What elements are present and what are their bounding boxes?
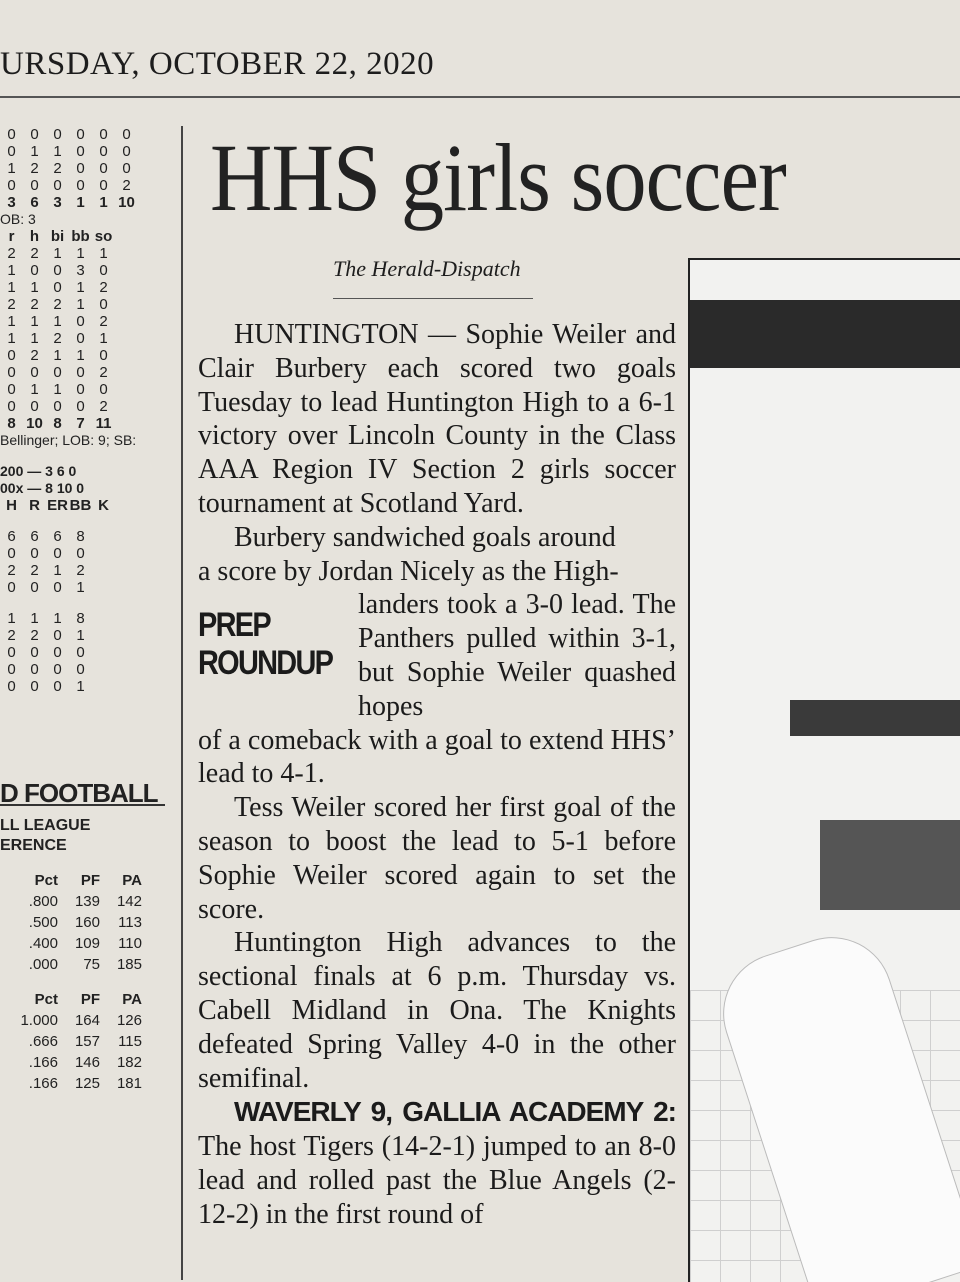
- standings-row: [0, 933, 165, 954]
- stat-cell: 1: [53, 245, 62, 262]
- paragraph-1: HUNTINGTON — Sophie Weiler and Clair Burbery each scored two goals Tuesday to lead Huntington High to a 6-1 victory over Lincoln County in the Class AAA Region IV Section 2 girls soccer tournament at Scotland Yard.: [198, 319, 676, 519]
- standings-cell: 113: [118, 914, 142, 931]
- stat-row: [0, 497, 165, 514]
- stat-cell: 1: [76, 194, 85, 211]
- standings-cell: 185: [116, 956, 142, 973]
- stat-cell: 8: [76, 528, 85, 545]
- standings-cell: PF: [80, 991, 100, 1008]
- stat-cell: 1: [53, 143, 62, 160]
- stat-cell: 0: [30, 177, 39, 194]
- stat-cell: r: [8, 228, 15, 245]
- stat-cell: 0: [7, 381, 16, 398]
- stat-cell: 1: [76, 296, 85, 313]
- stat-cell: R: [29, 497, 40, 514]
- stat-cell: 1: [30, 279, 39, 296]
- stat-cell: 1: [76, 245, 85, 262]
- stat-cell: 2: [76, 562, 85, 579]
- stat-row: [0, 296, 165, 313]
- stat-cell: 2: [7, 627, 16, 644]
- stat-cell: 1: [30, 330, 39, 347]
- stat-cell: 1: [99, 194, 108, 211]
- stat-row: [0, 143, 165, 160]
- stat-cell: 0: [30, 545, 39, 562]
- stat-cell: 0: [30, 262, 39, 279]
- stat-cell: 0: [7, 644, 16, 661]
- paragraph-2d: of a comeback with a goal to extend HHS’ lead to 4-1.: [198, 724, 676, 790]
- stat-cell: 0: [99, 143, 108, 160]
- standings-cell: 139: [74, 893, 100, 910]
- stat-cell: 0: [53, 661, 62, 678]
- standings-cell: .500: [28, 914, 58, 931]
- standings-cell: .400: [28, 935, 58, 952]
- stat-cell: 2: [99, 398, 108, 415]
- dateline: URSDAY, OCTOBER 22, 2020: [0, 46, 435, 82]
- roundup-block: [198, 588, 676, 723]
- stat-row: [0, 545, 165, 562]
- standings-cell: .666: [28, 1033, 58, 1050]
- stat-cell: 1: [7, 262, 16, 279]
- stat-row: [0, 627, 165, 644]
- game-kicker: WAVERLY 9, GALLIA ACADEMY 2:: [234, 1096, 676, 1128]
- stat-row: [0, 228, 165, 245]
- stat-cell: 0: [53, 126, 62, 143]
- byline-rule: [333, 298, 533, 299]
- stat-cell: 0: [30, 661, 39, 678]
- stat-cell: 0: [122, 143, 131, 160]
- standings-row: [0, 954, 165, 975]
- standings-cell: Pct: [34, 991, 58, 1008]
- stat-cell: 1: [53, 610, 62, 627]
- football-conference: ERENCE: [0, 837, 67, 854]
- paragraph-2a: Burbery sandwiched goals around: [234, 521, 616, 553]
- stat-cell: 0: [53, 545, 62, 562]
- stat-cell: 1: [76, 579, 85, 596]
- stat-cell: 2: [53, 296, 62, 313]
- stat-row: [0, 160, 165, 177]
- stat-cell: 0: [53, 364, 62, 381]
- stat-cell: 2: [122, 177, 131, 194]
- stat-row: [0, 398, 165, 415]
- byline: The Herald-Dispatch: [333, 256, 521, 281]
- stat-cell: 11: [95, 415, 112, 432]
- stat-cell: 3: [76, 262, 85, 279]
- stat-cell: 1: [53, 313, 62, 330]
- stat-cell: 2: [99, 313, 108, 330]
- box-score-column: [0, 126, 165, 1094]
- stat-cell: 8: [53, 415, 62, 432]
- stat-cell: 0: [53, 177, 62, 194]
- standings-cell: .166: [28, 1054, 58, 1071]
- stat-cell: 0: [30, 364, 39, 381]
- stat-cell: 0: [30, 678, 39, 695]
- stat-cell: 8: [7, 415, 16, 432]
- stat-cell: 0: [76, 313, 85, 330]
- stat-cell: 2: [30, 245, 39, 262]
- standings-cell: 110: [118, 935, 142, 952]
- stat-cell: 1: [7, 160, 16, 177]
- football-title: D FOOTBALL: [0, 785, 165, 806]
- volleyball-photo: [688, 258, 960, 1282]
- standings-cell: 160: [74, 914, 100, 931]
- standings-cell: 142: [116, 893, 142, 910]
- stat-cell: 0: [53, 279, 62, 296]
- stat-cell: 1: [76, 678, 85, 695]
- standings-cell: 181: [116, 1075, 142, 1092]
- stat-cell: 0: [7, 177, 16, 194]
- stat-row: [0, 330, 165, 347]
- standings-cell: 146: [74, 1054, 100, 1071]
- standings-cell: 182: [116, 1054, 142, 1071]
- stat-cell: 1: [99, 245, 108, 262]
- stat-row: [0, 279, 165, 296]
- stat-cell: h: [29, 228, 40, 245]
- football-league: LL LEAGUE: [0, 817, 91, 834]
- stat-cell: BB: [69, 497, 92, 514]
- stat-cell: 1: [30, 313, 39, 330]
- stat-cell: 6: [7, 528, 16, 545]
- stat-cell: 0: [53, 644, 62, 661]
- standings-cell: 75: [83, 956, 100, 973]
- standings-row: [0, 912, 165, 933]
- paragraph-4: Huntington High advances to the sectional finals at 6 p.m. Thursday vs. Cabell Midland in Ona. The Knights defeated Spring Valley 4-0 in the other semifinal.: [198, 927, 676, 1094]
- photo-wall-panel: [820, 820, 960, 910]
- stat-cell: 10: [26, 415, 43, 432]
- stat-cell: 6: [30, 194, 39, 211]
- stat-row: [0, 262, 165, 279]
- stat-cell: 0: [30, 579, 39, 596]
- standings-cell: 126: [116, 1012, 142, 1029]
- standings-row: [0, 1031, 165, 1052]
- standings-cell: PF: [80, 872, 100, 889]
- stat-cell: 0: [76, 330, 85, 347]
- paragraph-5: [198, 1095, 676, 1231]
- stat-cell: 2: [30, 296, 39, 313]
- stat-cell: 0: [122, 126, 131, 143]
- stat-row: [0, 347, 165, 364]
- standings-cell: .800: [28, 893, 58, 910]
- stat-cell: 1: [7, 330, 16, 347]
- stat-cell: 1: [53, 381, 62, 398]
- stat-cell: 0: [7, 398, 16, 415]
- stat-cell: 2: [7, 245, 16, 262]
- stat-cell: 1: [7, 610, 16, 627]
- photo-scoreboard: [790, 700, 960, 736]
- stat-cell: 1: [76, 347, 85, 364]
- photo-dark-band: [690, 300, 960, 368]
- stat-cell: 2: [99, 279, 108, 296]
- stat-cell: 2: [7, 296, 16, 313]
- stat-row: [0, 177, 165, 194]
- score-line: 00x — 8 10 0: [0, 480, 85, 496]
- stat-cell: 0: [76, 143, 85, 160]
- stat-cell: 0: [99, 296, 108, 313]
- stat-row: [0, 194, 165, 211]
- stat-cell: 0: [7, 143, 16, 160]
- stat-row: [0, 562, 165, 579]
- stat-cell: 0: [30, 398, 39, 415]
- stat-row: [0, 644, 165, 661]
- paragraph-3: Tess Weiler scored her first goal of the season to boost the lead to 5-1 before Sophie Weiler scored again to set the score.: [198, 792, 676, 925]
- stat-cell: 0: [7, 678, 16, 695]
- standings-cell: 1.000: [20, 1012, 58, 1029]
- paragraph-5-text: The host Tigers (14-2-1) jumped to an 8-0 lead and rolled past the Blue Angels (2-12-2) in the first round of: [198, 1131, 676, 1230]
- standings-cell: PA: [122, 991, 142, 1008]
- standings-cell: Pct: [34, 872, 58, 889]
- stat-cell: 0: [76, 644, 85, 661]
- stat-cell: 0: [7, 661, 16, 678]
- stat-cell: 3: [53, 194, 62, 211]
- stat-cell: 2: [30, 160, 39, 177]
- stat-cell: bi: [50, 228, 65, 245]
- column-divider: [181, 126, 183, 1280]
- header-rule: [0, 96, 960, 98]
- stat-cell: 8: [76, 610, 85, 627]
- stat-cell: 0: [76, 661, 85, 678]
- stat-cell: 0: [7, 364, 16, 381]
- stat-cell: 0: [7, 126, 16, 143]
- stat-cell: 0: [122, 160, 131, 177]
- stat-cell: so: [94, 228, 113, 245]
- stat-row: [0, 610, 165, 627]
- standings-cell: 109: [74, 935, 100, 952]
- stat-cell: 0: [53, 262, 62, 279]
- stat-cell: 1: [7, 279, 16, 296]
- stat-row: [0, 415, 165, 432]
- stat-cell: 2: [30, 562, 39, 579]
- standings-row: [0, 1010, 165, 1031]
- batting-note: Bellinger; LOB: 9; SB:: [0, 432, 137, 448]
- stat-cell: 2: [53, 160, 62, 177]
- standings-cell: 157: [74, 1033, 100, 1050]
- paragraph-2c: landers took a 3-0 lead. The Panthers pulled within 3-1, but Sophie Weiler quashed hopes: [358, 589, 676, 722]
- stat-cell: 0: [30, 644, 39, 661]
- stat-cell: 1: [30, 143, 39, 160]
- stat-cell: 2: [53, 330, 62, 347]
- stat-cell: 0: [76, 177, 85, 194]
- prep-roundup-label: [198, 588, 334, 723]
- stat-cell: 2: [30, 347, 39, 364]
- standings-row: [0, 1052, 165, 1073]
- stat-cell: 0: [76, 545, 85, 562]
- stat-cell: 0: [76, 126, 85, 143]
- stat-cell: 0: [53, 398, 62, 415]
- stat-cell: 2: [30, 627, 39, 644]
- stat-cell: 0: [76, 398, 85, 415]
- stat-cell: 1: [30, 610, 39, 627]
- standings-cell: 125: [74, 1075, 100, 1092]
- stat-row: [0, 661, 165, 678]
- stat-cell: 1: [76, 627, 85, 644]
- stat-cell: 0: [53, 627, 62, 644]
- score-line: 200 — 3 6 0: [0, 463, 77, 479]
- stat-cell: 0: [76, 364, 85, 381]
- stat-row: [0, 364, 165, 381]
- stat-cell: 2: [99, 364, 108, 381]
- standings-cell: 164: [74, 1012, 100, 1029]
- stat-cell: 0: [7, 545, 16, 562]
- stat-row: [0, 245, 165, 262]
- stat-row: [0, 313, 165, 330]
- stat-cell: 3: [7, 194, 16, 211]
- stat-cell: 0: [99, 160, 108, 177]
- standings-cell: 115: [118, 1033, 142, 1050]
- roundup-line-2: ROUNDUP: [198, 644, 333, 683]
- stat-cell: 0: [7, 347, 16, 364]
- stat-cell: 6: [53, 528, 62, 545]
- stat-cell: 1: [30, 381, 39, 398]
- stat-cell: 0: [53, 579, 62, 596]
- stat-cell: 1: [53, 347, 62, 364]
- stat-cell: 2: [7, 562, 16, 579]
- stat-cell: K: [98, 497, 109, 514]
- standings-row: [0, 989, 165, 1010]
- lob-note: OB: 3: [0, 211, 36, 227]
- roundup-line-1: PREP: [198, 606, 270, 645]
- stat-row: [0, 126, 165, 143]
- stat-row: [0, 528, 165, 545]
- standings-cell: PA: [122, 872, 142, 889]
- stat-cell: 1: [53, 562, 62, 579]
- stat-cell: 0: [99, 381, 108, 398]
- article-body: [198, 318, 676, 1232]
- paragraph-2b: a score by Jordan Nicely as the High-: [198, 555, 619, 587]
- standings-cell: .166: [28, 1075, 58, 1092]
- standings-row: [0, 891, 165, 912]
- standings-row: [0, 870, 165, 891]
- stat-cell: 10: [118, 194, 135, 211]
- standings-cell: .000: [28, 956, 58, 973]
- stat-cell: 0: [99, 262, 108, 279]
- standings-row: [0, 1073, 165, 1094]
- stat-cell: 0: [53, 678, 62, 695]
- stat-cell: 0: [30, 126, 39, 143]
- stat-cell: 1: [7, 313, 16, 330]
- stat-cell: 7: [76, 415, 85, 432]
- stat-cell: ER: [47, 497, 68, 514]
- stat-cell: 6: [30, 528, 39, 545]
- headline: HHS girls soccer: [210, 124, 786, 231]
- stat-row: [0, 381, 165, 398]
- stat-row: [0, 579, 165, 596]
- stat-cell: 0: [76, 381, 85, 398]
- stat-cell: 0: [76, 160, 85, 177]
- stat-cell: 1: [76, 279, 85, 296]
- stat-cell: H: [6, 497, 17, 514]
- stat-cell: bb: [71, 228, 90, 245]
- stat-cell: 0: [7, 579, 16, 596]
- stat-cell: 0: [99, 177, 108, 194]
- stat-cell: 1: [99, 330, 108, 347]
- stat-cell: 0: [99, 347, 108, 364]
- stat-row: [0, 678, 165, 695]
- stat-cell: 0: [99, 126, 108, 143]
